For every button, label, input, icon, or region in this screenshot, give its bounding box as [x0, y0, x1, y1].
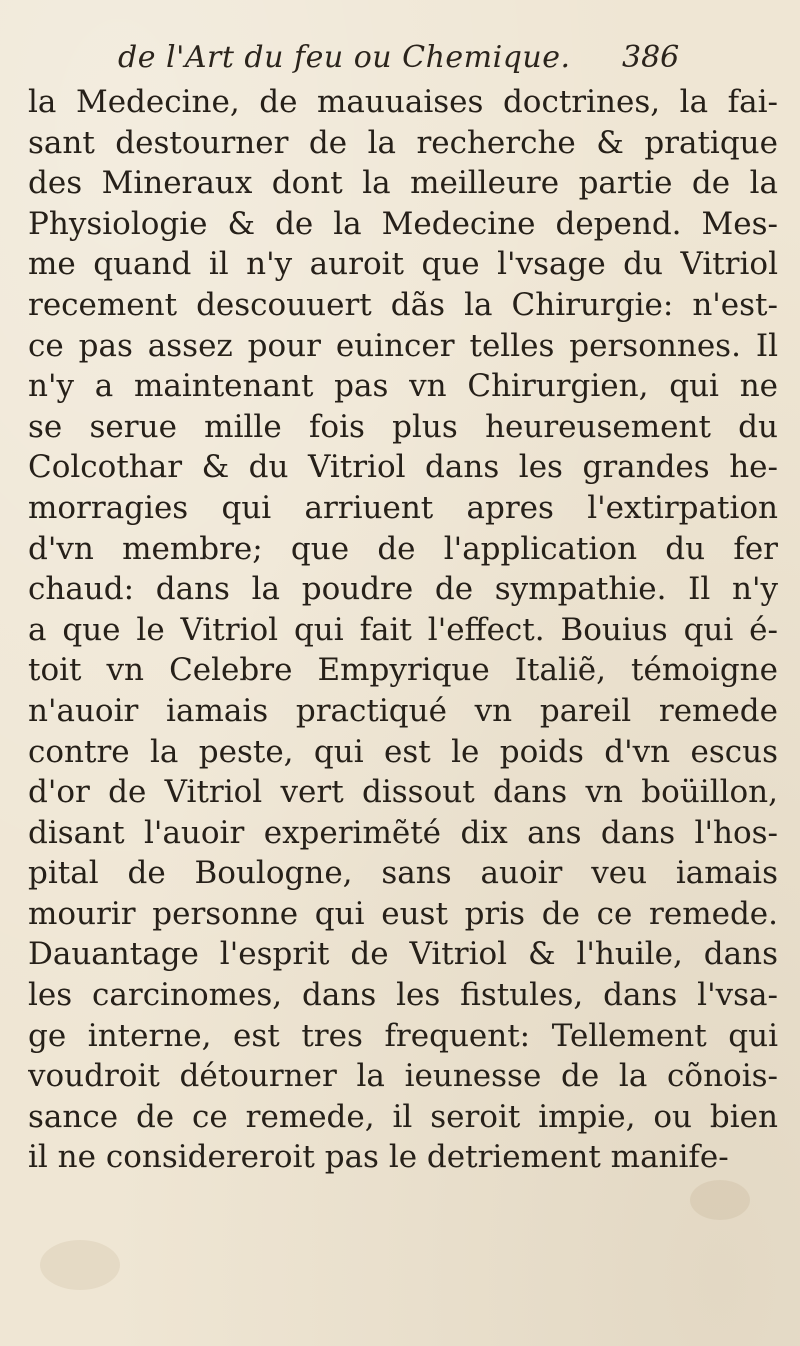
text-line: morragies qui arriuent apres l'extirpation: [28, 489, 778, 526]
body-text: [28, 82, 778, 1178]
text-line: ce pas assez pour euincer telles personnes. Il: [28, 327, 778, 364]
text-line: sant destourner de la recherche & pratique: [28, 124, 778, 161]
text-line: chaud: dans la poudre de sympathie. Il n'y: [28, 571, 778, 608]
text-line: la Medecine, de mauuaises doctrines, la fai-: [28, 84, 778, 120]
paper-stain: [690, 1180, 750, 1220]
text-line: se serue mille fois plus heureusement du: [28, 408, 778, 445]
text-line: Colcothar & du Vitriol dans les grandes he-: [28, 449, 778, 486]
text-line: toit vn Celebre Empyrique Italiẽ, témoigne: [28, 652, 778, 689]
text-line: n'y a maintenant pas vn Chirurgien, qui ne: [28, 368, 778, 405]
text-line: d'vn membre; que de l'application du fer: [28, 530, 778, 567]
text-line: ge interne, est tres frequent: Tellement qui: [28, 1017, 778, 1054]
text-line: contre la peste, qui est le poids d'vn escus: [28, 733, 778, 770]
text-line: a que le Vitriol qui fait l'effect. Bouius qui é-: [28, 611, 778, 648]
text-line: d'or de Vitriol vert dissout dans vn boüillon,: [28, 774, 778, 811]
text-line: Physiologie & de la Medecine depend. Mes-: [28, 205, 778, 242]
text-line: sance de ce remede, il seroit impie, ou bien: [28, 1098, 778, 1135]
text-line: les carcinomes, dans les fistules, dans l'vsa-: [28, 977, 778, 1014]
text-line: me quand il n'y auroit que l'vsage du Vitriol: [28, 246, 778, 283]
text-line: disant l'auoir experimẽté dix ans dans l'hos-: [28, 814, 778, 851]
text-line: il ne considereroit pas le detriement manife-: [28, 1139, 729, 1176]
text-line: voudroit détourner la ieunesse de la cõnois-: [28, 1058, 778, 1095]
text-line: n'auoir iamais practiqué vn pareil remede: [28, 692, 778, 729]
text-line: des Mineraux dont la meilleure partie de la: [28, 165, 778, 202]
text-line: recement descouuert dãs la Chirurgie: n'est-: [28, 286, 778, 323]
text-line: Dauantage l'esprit de Vitriol & l'huile, dans: [28, 936, 778, 973]
page-number: 386: [622, 40, 680, 75]
paper-stain: [40, 1240, 120, 1290]
text-line: mourir personne qui eust pris de ce remede.: [28, 895, 778, 932]
text-line: pital de Boulogne, sans auoir veu iamais: [28, 855, 778, 892]
running-head: de l'Art du feu ou Chemique.: [118, 40, 571, 75]
